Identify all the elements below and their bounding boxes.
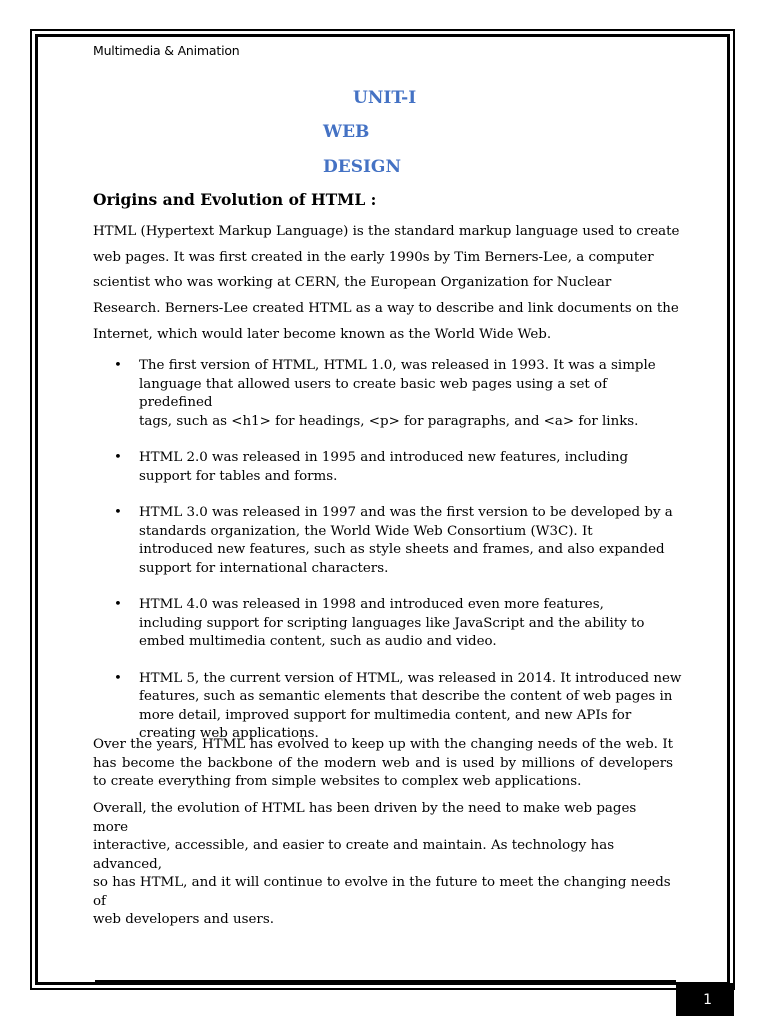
unit-title: UNIT-I bbox=[353, 88, 417, 108]
page-number-badge bbox=[676, 983, 734, 1016]
list-item bbox=[93, 596, 683, 652]
version-list bbox=[93, 357, 683, 762]
conclusion-paragraph: Overall, the evolution of HTML has been driven by the need to make web pages more interactive, accessible, and easier to create and maintain. As technology has advanced, so has HTML, and it will continue to evolve in the future to meet the changing needs of web developers and users. bbox=[93, 801, 671, 927]
subject-title-line2: DESIGN bbox=[323, 157, 401, 177]
bullet-icon: • bbox=[114, 505, 122, 520]
list-item-text: The first version of HTML, HTML 1.0, was released in 1993. It was a simple language that allowed users to create basic web pages using a set of predefined tags, such as <h1> for headings, <p> for paragraphs, and <a> for links. bbox=[139, 358, 656, 429]
list-item-text: HTML 4.0 was released in 1998 and introduced even more features, including support for scripting languages like JavaScript and the ability to embed multimedia content, such as audio and video. bbox=[139, 597, 645, 649]
list-item bbox=[93, 449, 683, 486]
intro-paragraph: HTML (Hypertext Markup Language) is the standard markup language used to create web pages. It was first created in the early 1990s by Tim Berners-Lee, a computer scientist who was working at CERN, the European Organization for Nuclear Research. Berners-Lee created HTML as a way to describe and link documents on the Internet, which would later become known as the World Wide Web. bbox=[93, 224, 680, 342]
bullet-icon: • bbox=[114, 450, 122, 465]
list-item-text: HTML 5, the current version of HTML, was released in 2014. It introduced new features, such as semantic elements that describe the content of web pages in more detail, improved support for multimedia content, and new APIs for creating web applications. bbox=[139, 670, 682, 741]
page-number: 1 bbox=[703, 991, 712, 1008]
summary-paragraph: Over the years, HTML has evolved to keep up with the changing needs of the web. It has become the backbone of the modern web and is used by millions of developers to create everything from simple websites to complex web applications. bbox=[93, 737, 673, 789]
subject-title-line1: WEB bbox=[323, 122, 370, 142]
list-item-text: HTML 2.0 was released in 1995 and introduced new features, including support for tables and forms. bbox=[139, 450, 629, 484]
bullet-icon: • bbox=[114, 670, 122, 686]
footer-rule bbox=[95, 980, 676, 982]
list-item-text: HTML 3.0 was released in 1997 and was the first version to be developed by a standards organization, the World Wide Web Consortium (W3C). It introduced new features, such as style sheets and frames, and also expanded support for international characters. bbox=[139, 505, 673, 576]
list-item bbox=[93, 670, 683, 744]
bullet-icon: • bbox=[114, 597, 122, 612]
section-heading: Origins and Evolution of HTML : bbox=[93, 190, 377, 209]
list-item bbox=[93, 357, 683, 431]
page-header: Multimedia & Animation bbox=[93, 43, 240, 58]
bullet-icon: • bbox=[114, 358, 122, 373]
list-item bbox=[93, 504, 683, 578]
